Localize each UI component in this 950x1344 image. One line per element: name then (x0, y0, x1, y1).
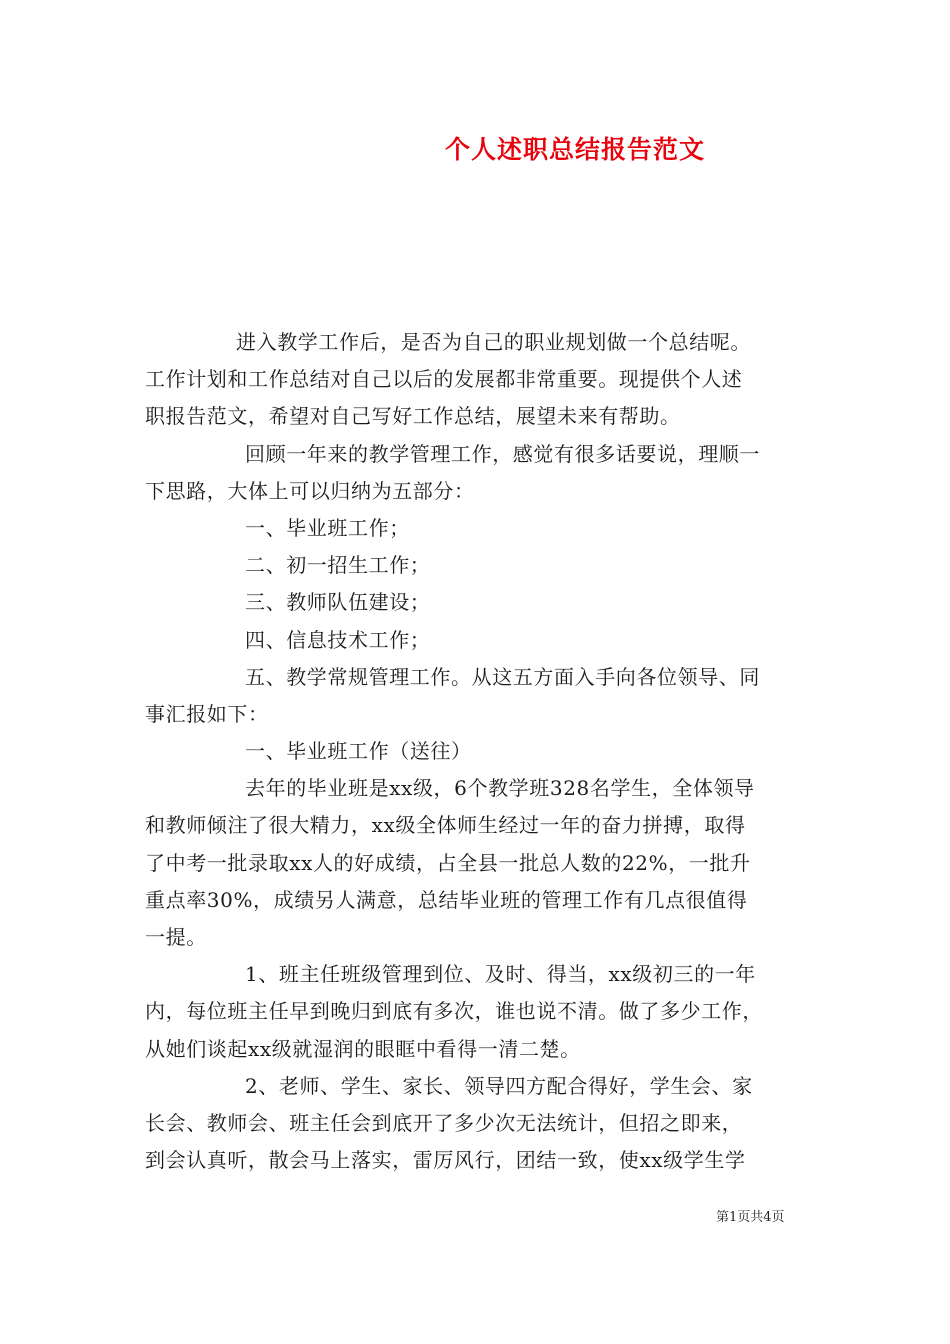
list-item: 三、教师队伍建设； (245, 590, 431, 615)
paragraph-line: 了中考一批录取xx人的好成绩，占全县一批总人数的22%，一批升 (145, 850, 751, 875)
document-title: 个人述职总结报告范文 (444, 135, 705, 164)
page-number: 第1页共4页 (716, 1210, 785, 1225)
paragraph-line: 回顾一年来的教学管理工作，感觉有很多话要说，理顺一 (245, 441, 760, 466)
paragraph-line: 职报告范文，希望对自己写好工作总结，展望未来有帮助。 (145, 404, 681, 429)
paragraph-line: 1、班主任班级管理到位、及时、得当，xx级初三的一年 (245, 962, 756, 987)
paragraph-line: 一提。 (145, 925, 207, 949)
list-item: 二、初一招生工作； (245, 553, 431, 578)
paragraph-line: 到会认真听，散会马上落实，雷厉风行，团结一致，使xx级学生学 (145, 1148, 746, 1173)
paragraph-line: 重点率30%，成绩另人满意，总结毕业班的管理工作有几点很值得 (145, 887, 748, 912)
paragraph-line: 长会、教师会、班主任会到底开了多少次无法统计，但招之即来， (145, 1110, 743, 1135)
list-item: 四、信息技术工作； (245, 627, 431, 652)
section-heading: 一、毕业班工作（送往） (245, 739, 472, 764)
paragraph-line: 和教师倾注了很大精力，xx级全体师生经过一年的奋力拼搏，取得 (145, 813, 746, 838)
list-item: 五、教学常规管理工作。从这五方面入手向各位领导、同 (245, 664, 760, 689)
paragraph-line: 内，每位班主任早到晚归到底有多次，谁也说不清。做了多少工作， (145, 999, 763, 1024)
paragraph-line: 2、老师、学生、家长、领导四方配合得好，学生会、家 (245, 1073, 753, 1098)
paragraph-line: 工作计划和工作总结对自己以后的发展都非常重要。现提供个人述 (145, 367, 743, 392)
paragraph-line: 从她们谈起xx级就湿润的眼眶中看得一清二楚。 (145, 1036, 581, 1061)
paragraph-line: 进入教学工作后，是否为自己的职业规划做一个总结呢。 (236, 330, 751, 354)
paragraph-line: 事汇报如下： (145, 701, 269, 726)
list-item: 一、毕业班工作； (245, 515, 410, 540)
paragraph-line: 去年的毕业班是xx级，6个教学班328名学生，全体领导 (245, 776, 755, 801)
document-body (145, 324, 805, 1179)
paragraph-line: 下思路，大体上可以归纳为五部分： (145, 478, 475, 503)
